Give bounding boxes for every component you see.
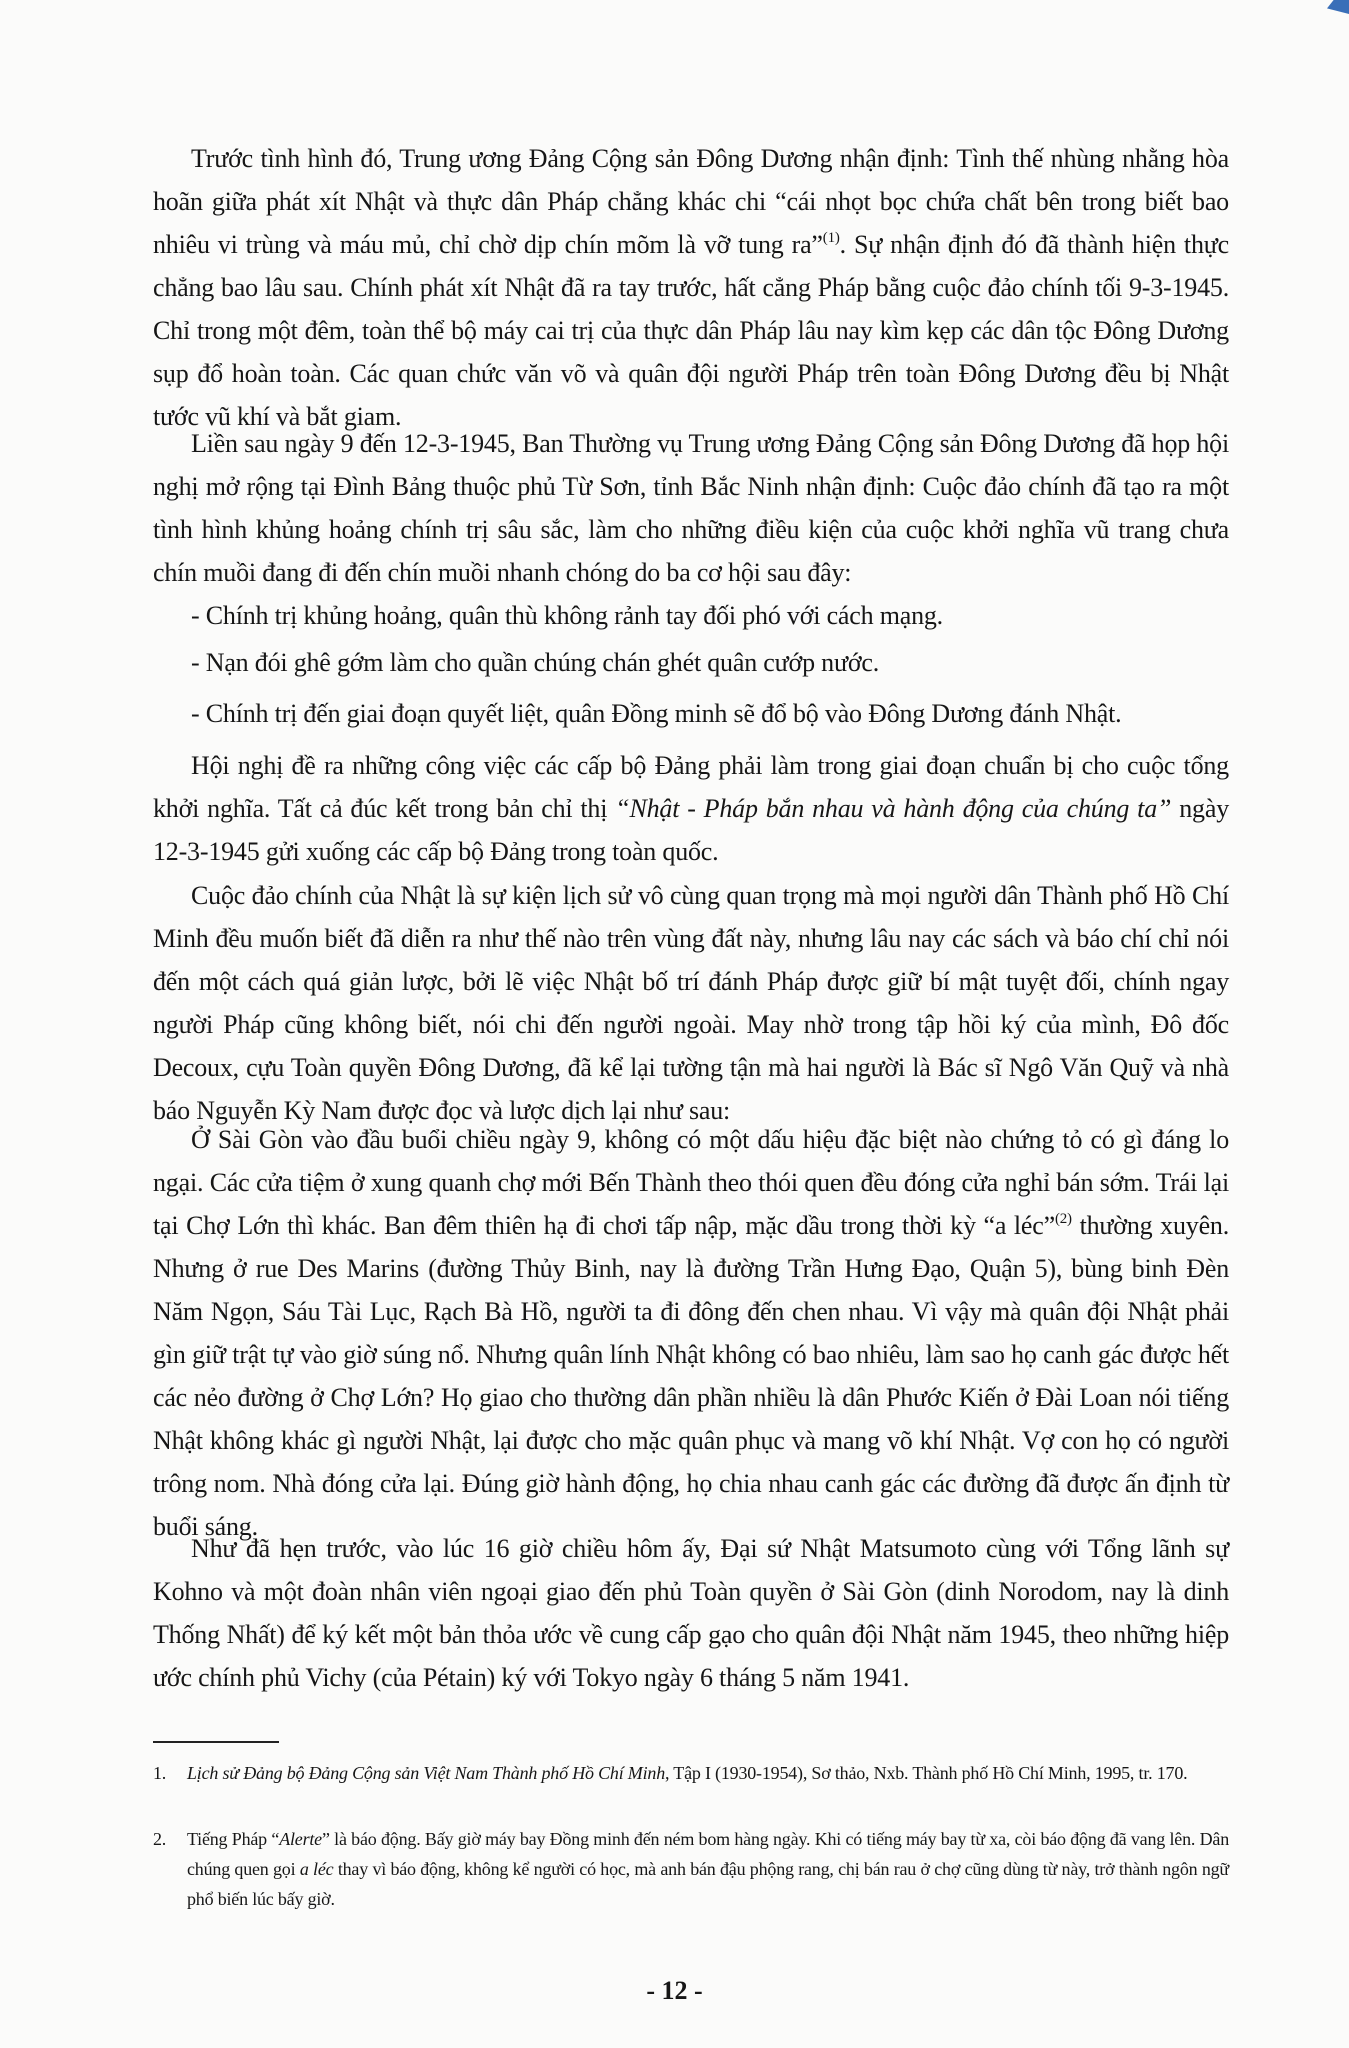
footnote-divider — [153, 1741, 279, 1743]
term: a léc — [299, 1859, 334, 1879]
text: Hội nghị đề ra những công việc các cấp bộ Đảng phải làm trong giai đoạn chuẩn bị cho cuộc tổng khởi nghĩa. Tất cả đúc kết trong bản chỉ thị — [153, 751, 1229, 823]
page-number: - 12 - — [646, 1976, 703, 2005]
paragraph-5 — [153, 1118, 1229, 1548]
scan-corner-mark — [1327, 0, 1349, 14]
paragraph-4: Cuộc đảo chính của Nhật là sự kiện lịch sử vô cùng quan trọng mà mọi người dân Thành phố Hồ Chí Minh đều muốn biết đã diễn ra như thế nào trên vùng đất này, nhưng lâu nay các sách và báo chí chỉ nói đến một cách quá giản lược, bởi lẽ việc Nhật bố trí đánh Pháp được giữ bí mật tuyệt đối, chính ngay người Pháp cũng không biết, nói chi đến người ngoài. May nhờ trong tập hồi ký của mình, Đô đốc Decoux, cựu Toàn quyền Đông Dương, đã kể lại tường tận mà hai người là Bác sĩ Ngô Văn Quỹ và nhà báo Nguyễn Kỳ Nam được đọc và lược dịch lại như sau: — [153, 881, 1229, 1125]
paragraph-6: Như đã hẹn trước, vào lúc 16 giờ chiều hôm ấy, Đại sứ Nhật Matsumoto cùng với Tổng lãnh sự Kohno và một đoàn nhân viên ngoại giao đến phủ Toàn quyền ở Sài Gòn (dinh Norodom, nay là dinh Thống Nhất) để ký kết một bản thỏa ước về cung cấp gạo cho quân đội Nhật năm 1945, theo những hiệp ước chính phủ Vichy (của Pétain) ký với Tokyo ngày 6 tháng 5 năm 1941. — [153, 1534, 1229, 1692]
term: Alerte — [279, 1829, 322, 1849]
text: Trước tình hình đó, Trung ương Đảng Cộng sản Đông Dương nhận định: Tình thế nhùng nhằng hòa hoãn giữa phát xít Nhật và thực dân Pháp chẳng khác chi “cái nhọt bọc chứa chất bên trong biết bao nhiêu vi trùng và máu mủ, chỉ chờ dịp chín mõm là vỡ tung ra” — [153, 144, 1229, 259]
text: thay vì báo động, không kể người có học, mà anh bán đậu phộng rang, chị bán rau ở chợ cũng dùng từ này, trở thành ngôn ngữ phổ biến lúc bấy giờ. — [187, 1859, 1229, 1909]
directive-title: “Nhật - Pháp bắn nhau và hành động của chúng ta” — [615, 794, 1172, 823]
text: ngày 12-3-1945 gửi xuống các cấp bộ Đảng trong toàn quốc. — [153, 794, 1229, 866]
bullet-3: - Chính trị đến giai đoạn quyết liệt, quân Đồng minh sẽ đổ bộ vào Đông Dương đánh Nhật. — [191, 699, 1122, 728]
bullet-2: - Nạn đói ghê gớm làm cho quần chúng chán ghét quân cướp nước. — [191, 648, 880, 677]
footnote-ref-2[interactable]: (2) — [1054, 1211, 1072, 1227]
paragraph-1 — [153, 137, 1229, 438]
text: ” là báo động. Bấy giờ máy bay Đồng minh đến ném bom hàng ngày. Khi có tiếng máy bay từ xa, còi báo động đã vang lên. Dân chúng quen gọi — [187, 1829, 1229, 1879]
paragraph-3 — [153, 744, 1229, 873]
footnote-2 — [153, 1824, 1229, 1914]
footnote-ref-1[interactable]: (1) — [822, 230, 840, 246]
source-title: Lịch sử Đảng bộ Đảng Cộng sản Việt Nam Thành phố Hồ Chí Minh — [187, 1763, 665, 1783]
paragraph-2: Liền sau ngày 9 đến 12-3-1945, Ban Thường vụ Trung ương Đảng Cộng sản Đông Dương đã họp hội nghị mở rộng tại Đình Bảng thuộc phủ Từ Sơn, tỉnh Bắc Ninh nhận định: Cuộc đảo chính đã tạo ra một tình hình khủng hoảng chính trị sâu sắc, làm cho những điều kiện của cuộc khởi nghĩa vũ trang chưa chín muồi đang đi đến chín muồi nhanh chóng do ba cơ hội sau đây: — [153, 429, 1229, 587]
text: , Tập I (1930-1954), Sơ thảo, Nxb. Thành phố Hồ Chí Minh, 1995, tr. 170. — [665, 1763, 1188, 1783]
footnote-1 — [153, 1758, 1229, 1788]
text: . Sự nhận định đó đã thành hiện thực chẳng bao lâu sau. Chính phát xít Nhật đã ra tay trước, hất cẳng Pháp bằng cuộc đảo chính tối 9-3-1945. Chỉ trong một đêm, toàn thể bộ máy cai trị của thực dân Pháp lâu nay kìm kẹp các dân tộc Đông Dương sụp đổ hoàn toàn. Các quan chức văn võ và quân đội người Pháp trên toàn Đông Dương đều bị Nhật tước vũ khí và bắt giam. — [153, 230, 1229, 431]
text: Ở Sài Gòn vào đầu buổi chiều ngày 9, không có một dấu hiệu đặc biệt nào chứng tỏ có gì đáng lo ngại. Các cửa tiệm ở xung quanh chợ mới Bến Thành theo thói quen đều đóng cửa nghỉ bán sớm. Trái lại tại Chợ Lớn thì khác. Ban đêm thiên hạ đi chơi tấp nập, mặc dầu trong thời kỳ “a léc” — [153, 1125, 1229, 1240]
footnote-number: 2. — [153, 1829, 167, 1849]
bullet-1: - Chính trị khủng hoảng, quân thù không rảnh tay đối phó với cách mạng. — [191, 601, 943, 630]
footnote-number: 1. — [153, 1763, 167, 1783]
text: thường xuyên. Nhưng ở rue Des Marins (đường Thủy Binh, nay là đường Trần Hưng Đạo, Quận 5), bùng binh Đèn Năm Ngọn, Sáu Tài Lục, Rạch Bà Hồ, người ta đi đông đến chen nhau. Vì vậy mà quân đội Nhật phải gìn giữ trật tự vào giờ súng nổ. Nhưng quân lính Nhật không có bao nhiêu, làm sao họ canh gác được hết các nẻo đường ở Chợ Lớn? Họ giao cho thường dân phần nhiều là dân Phước Kiến ở Đài Loan nói tiếng Nhật không khác gì người Nhật, lại được cho mặc quân phục và mang võ khí Nhật. Vợ con họ có người trông nom. Nhà đóng cửa lại. Đúng giờ hành động, họ chia nhau canh gác các đường đã được ấn định từ buổi sáng. — [153, 1211, 1230, 1541]
text: Tiếng Pháp “ — [187, 1829, 280, 1849]
